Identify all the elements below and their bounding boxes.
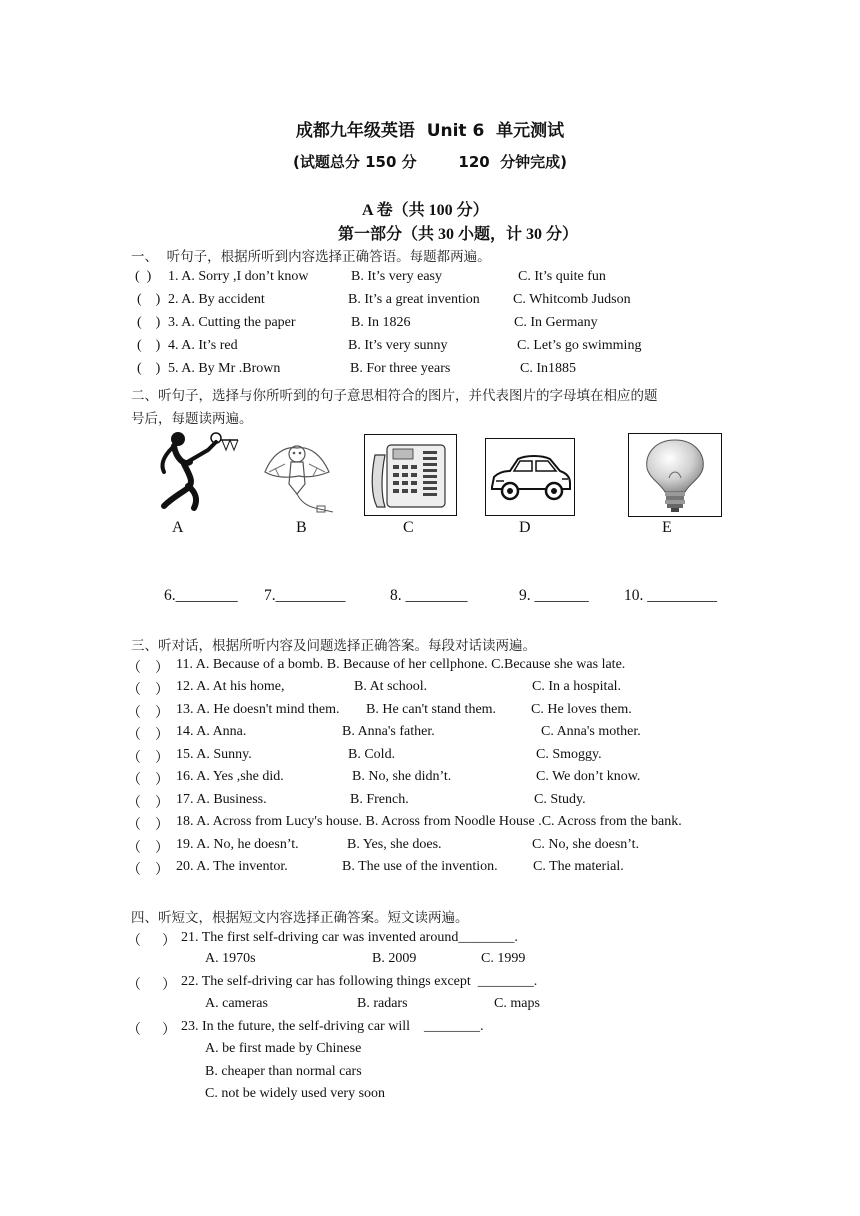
answer-bracket[interactable]: （ ） (127, 661, 169, 676)
option-a: 5. A. By Mr .Brown (168, 361, 281, 376)
option-c: C. In Germany (514, 315, 598, 330)
option-a: 14. A. Anna. (176, 724, 247, 739)
question-row (0, 679, 860, 699)
question-row (0, 269, 860, 289)
options-row (0, 951, 860, 971)
option-b: B. It’s very sunny (348, 338, 448, 353)
option-b: B. Cold. (348, 747, 396, 762)
answer-bracket[interactable]: （ ） (127, 728, 169, 743)
section4-heading: 四、听短文，根据短文内容选择正确答案。短文读两遍。 (131, 910, 469, 926)
question-row (0, 974, 860, 994)
option-b: B. French. (350, 792, 409, 807)
option-a: 20. A. The inventor. (176, 859, 288, 874)
option-a: 16. A. Yes ,she did. (176, 769, 284, 784)
answer-bracket[interactable]: ( ) (137, 338, 161, 353)
option-c: C. He loves them. (531, 702, 632, 717)
option-c: C. In1885 (520, 361, 576, 376)
option-a: 4. A. It’s red (168, 338, 238, 353)
question-stem: 23. In the future, the self-driving car will ________. (181, 1019, 484, 1034)
option-c: C. No, she doesn’t. (532, 837, 640, 852)
option-b: B. For three years (350, 361, 451, 376)
question-row (0, 747, 860, 767)
option-b: B. Yes, she does. (347, 837, 442, 852)
part-one-title: 第一部分（共 30 小题，计 30 分） (338, 226, 579, 243)
picture-label-c: C (403, 519, 414, 536)
option-b: B. 2009 (372, 951, 417, 966)
answer-bracket[interactable]: ( ) (135, 269, 152, 284)
option-b: B. He can't stand them. (366, 702, 497, 717)
option-b: B. At school. (354, 679, 428, 694)
option-c: C. not be widely used very soon (205, 1086, 386, 1101)
question-row (0, 837, 860, 857)
section1-heading: 一、 听句子，根据所听到内容选择正确答语。每题都两遍。 (131, 249, 491, 265)
option-a: 12. A. At his home, (176, 679, 285, 694)
question-row (0, 361, 860, 381)
option-a: 2. A. By accident (168, 292, 265, 307)
option-b-row (0, 1064, 860, 1084)
option-c: C. The material. (533, 859, 624, 874)
car-icon (485, 438, 575, 516)
answer-bracket[interactable]: ( ) (137, 292, 161, 307)
option-c: C. Smoggy. (536, 747, 602, 762)
answer-bracket[interactable]: （ ） (127, 841, 169, 856)
question-row (0, 930, 860, 950)
option-b: B. It’s a great invention (348, 292, 480, 307)
option-c: C. maps (494, 996, 540, 1011)
basketball-player-icon (150, 428, 242, 516)
option-a: 17. A. Business. (176, 792, 267, 807)
answer-blank-9[interactable]: 9. _______ (519, 587, 589, 604)
option-b: B. cheaper than normal cars (205, 1064, 362, 1079)
option-b: B. Anna's father. (342, 724, 435, 739)
option-b: B. No, she didn’t. (352, 769, 452, 784)
light-bulb-icon (628, 433, 722, 517)
answer-bracket[interactable]: （ ） (127, 978, 176, 993)
picture-label-e: E (662, 519, 672, 536)
question-row (0, 1019, 860, 1039)
answer-bracket[interactable]: （ ） (127, 818, 169, 833)
option-a: A. be first made by Chinese (205, 1041, 362, 1056)
question-row (0, 859, 860, 879)
question-row (0, 338, 860, 358)
section2-heading-line1: 二、听句子，选择与你所听到的句子意思相符合的图片，并代表图片的字母填在相应的题 (131, 388, 658, 404)
section3-heading: 三、听对话，根据所听内容及问题选择正确答案。每段对话读两遍。 (131, 638, 536, 654)
option-a: 19. A. No, he doesn’t. (176, 837, 299, 852)
option-c: C. In a hospital. (532, 679, 622, 694)
kite-icon (255, 432, 337, 516)
answer-blank-6[interactable]: 6.________ (164, 587, 238, 604)
question-row (0, 724, 860, 744)
option-a-row (0, 1041, 860, 1061)
question-stem: 22. The self-driving car has following things except ________. (181, 974, 538, 989)
answer-bracket[interactable]: （ ） (127, 773, 169, 788)
option-b: B. radars (357, 996, 408, 1011)
option-c: C. Study. (534, 792, 586, 807)
question-row (0, 657, 860, 677)
option-c-row (0, 1086, 860, 1106)
question-text: 11. A. Because of a bomb. B. Because of her cellphone. C.Because she was late. (176, 657, 626, 672)
section2-heading-line2: 号后，每题读两遍。 (131, 411, 253, 427)
option-b: B. In 1826 (351, 315, 411, 330)
option-a: A. cameras (205, 996, 268, 1011)
answer-bracket[interactable]: ( ) (137, 315, 161, 330)
answer-bracket[interactable]: （ ） (127, 706, 169, 721)
question-text: 18. A. Across from Lucy's house. B. Across from Noodle House .C. Across from the bank. (176, 814, 682, 829)
picture-label-a: A (172, 519, 184, 536)
option-a: 13. A. He doesn't mind them. (176, 702, 340, 717)
option-a: 15. A. Sunny. (176, 747, 252, 762)
option-c: C. It’s quite fun (518, 269, 606, 284)
answer-bracket[interactable]: （ ） (127, 1023, 176, 1038)
answer-bracket[interactable]: ( ) (137, 361, 161, 376)
exam-title: 成都九年级英语 Unit 6 单元测试 (295, 121, 565, 141)
answer-bracket[interactable]: （ ） (127, 751, 169, 766)
option-a: A. 1970s (205, 951, 256, 966)
option-b: B. The use of the invention. (342, 859, 498, 874)
question-stem: 21. The first self-driving car was invented around________. (181, 930, 518, 945)
option-b: B. It’s very easy (351, 269, 442, 284)
question-row (0, 702, 860, 722)
answer-blank-7[interactable]: 7._________ (264, 587, 346, 604)
question-row (0, 792, 860, 812)
options-row (0, 996, 860, 1016)
answer-blank-10[interactable]: 10. _________ (624, 587, 717, 604)
answer-bracket[interactable]: （ ） (127, 683, 169, 698)
option-c: C. 1999 (481, 951, 526, 966)
question-row (0, 315, 860, 335)
question-row (0, 769, 860, 789)
option-a: 3. A. Cutting the paper (168, 315, 296, 330)
answer-bracket[interactable]: （ ） (127, 796, 169, 811)
answer-bracket[interactable]: （ ） (127, 863, 169, 878)
part-a-title: A 卷（共 100 分） (362, 202, 489, 219)
question-row (0, 292, 860, 312)
option-a: 1. A. Sorry ,I don’t know (168, 269, 309, 284)
telephone-icon (364, 434, 457, 516)
answer-bracket[interactable]: （ ） (127, 934, 176, 949)
picture-label-d: D (519, 519, 531, 536)
exam-subtitle: (试题总分 150 分 120 分钟完成) (293, 153, 567, 171)
option-c: C. Let’s go swimming (517, 338, 642, 353)
picture-label-b: B (296, 519, 307, 536)
answer-blank-8[interactable]: 8. ________ (390, 587, 468, 604)
question-row (0, 814, 860, 834)
option-c: C. We don’t know. (536, 769, 641, 784)
option-c: C. Anna's mother. (541, 724, 641, 739)
option-c: C. Whitcomb Judson (513, 292, 631, 307)
